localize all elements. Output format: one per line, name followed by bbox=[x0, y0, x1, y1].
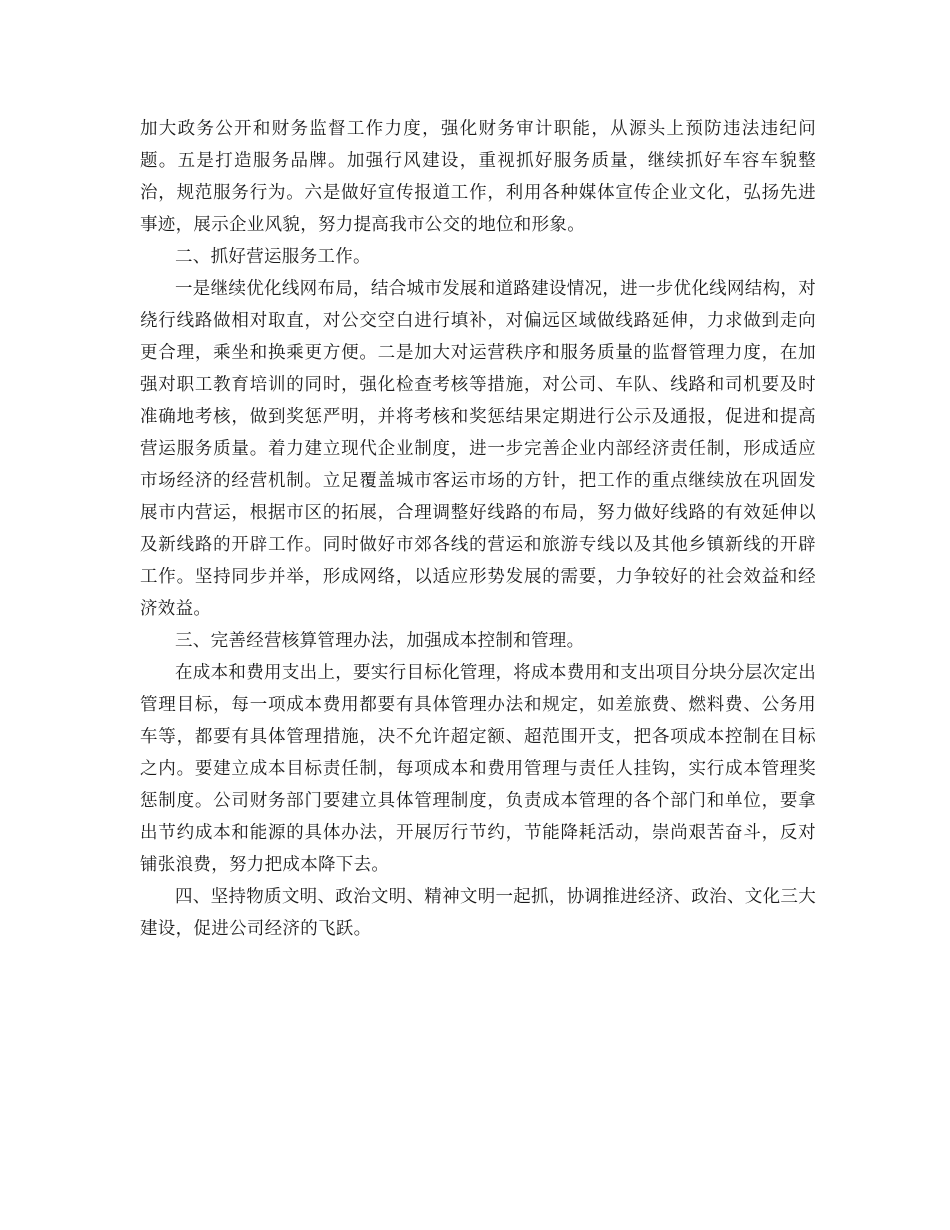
paragraph-operations: 一是继续优化线网布局，结合城市发展和道路建设情况，进一步优化线网结构，对绕行线路做相对取直，对公交空白进行填补，对偏远区域做线路延伸，力求做到走向更合理，乘坐和换乘更方便。二是加大对运营秩序和服务质量的监督管理力度，在加强对职工教育培训的同时，强化检查考核等措施，对公司、车队、线路和司机要及时准确地考核，做到奖惩严明，并将考核和奖惩结果定期进行公示及通报，促进和提高营运服务质量。着力建立现代企业制度，进一步完善企业内部经济责任制，形成适应市场经济的经营机制。立足覆盖城市客运市场的方针，把工作的重点继续放在巩固发展市内营运，根据市区的拓展，合理调整好线路的布局，努力做好线路的有效延伸以及新线路的开辟工作。同时做好市郊各线的营运和旅游专线以及其他乡镇新线的开辟工作。坚持同步并举，形成网络，以适应形势发展的需要，力争较好的社会效益和经济效益。 bbox=[140, 279, 816, 619]
document-body bbox=[140, 113, 816, 945]
paragraph-cost-control: 在成本和费用支出上，要实行目标化管理，将成本费用和支出项目分块分层次定出管理目标，每一项成本费用都要有具体管理办法和规定，如差旅费、燃料费、公务用车等，都要有具体管理措施，决不允许超定额、超范围开支，把各项成本控制在目标之内。要建立成本目标责任制，每项成本和费用管理与责任人挂钩，实行成本管理奖惩制度。公司财务部门要建立具体管理制度，负责成本管理的各个部门和单位，要拿出节约成本和能源的具体办法，开展厉行节约，节能降耗活动，崇尚艰苦奋斗，反对铺张浪费，努力把成本降下去。 bbox=[140, 663, 816, 875]
section-heading-2: 二、抓好营运服务工作。 bbox=[175, 247, 371, 267]
section-heading-4: 四、坚持物质文明、政治文明、精神文明一起抓，协调推进经济、政治、文化三大建设，促进公司经济的飞跃。 bbox=[140, 887, 816, 939]
paragraph-continuation: 加大政务公开和财务监督工作力度，强化财务审计职能，从源头上预防违法违纪问题。五是打造服务品牌。加强行风建设，重视抓好服务质量，继续抓好车容车貌整治，规范服务行为。六是做好宣传报道工作，利用各种媒体宣传企业文化，弘扬先进事迹，展示企业风貌，努力提高我市公交的地位和形象。 bbox=[140, 119, 816, 235]
section-heading-3: 三、完善经营核算管理办法，加强成本控制和管理。 bbox=[175, 631, 585, 651]
